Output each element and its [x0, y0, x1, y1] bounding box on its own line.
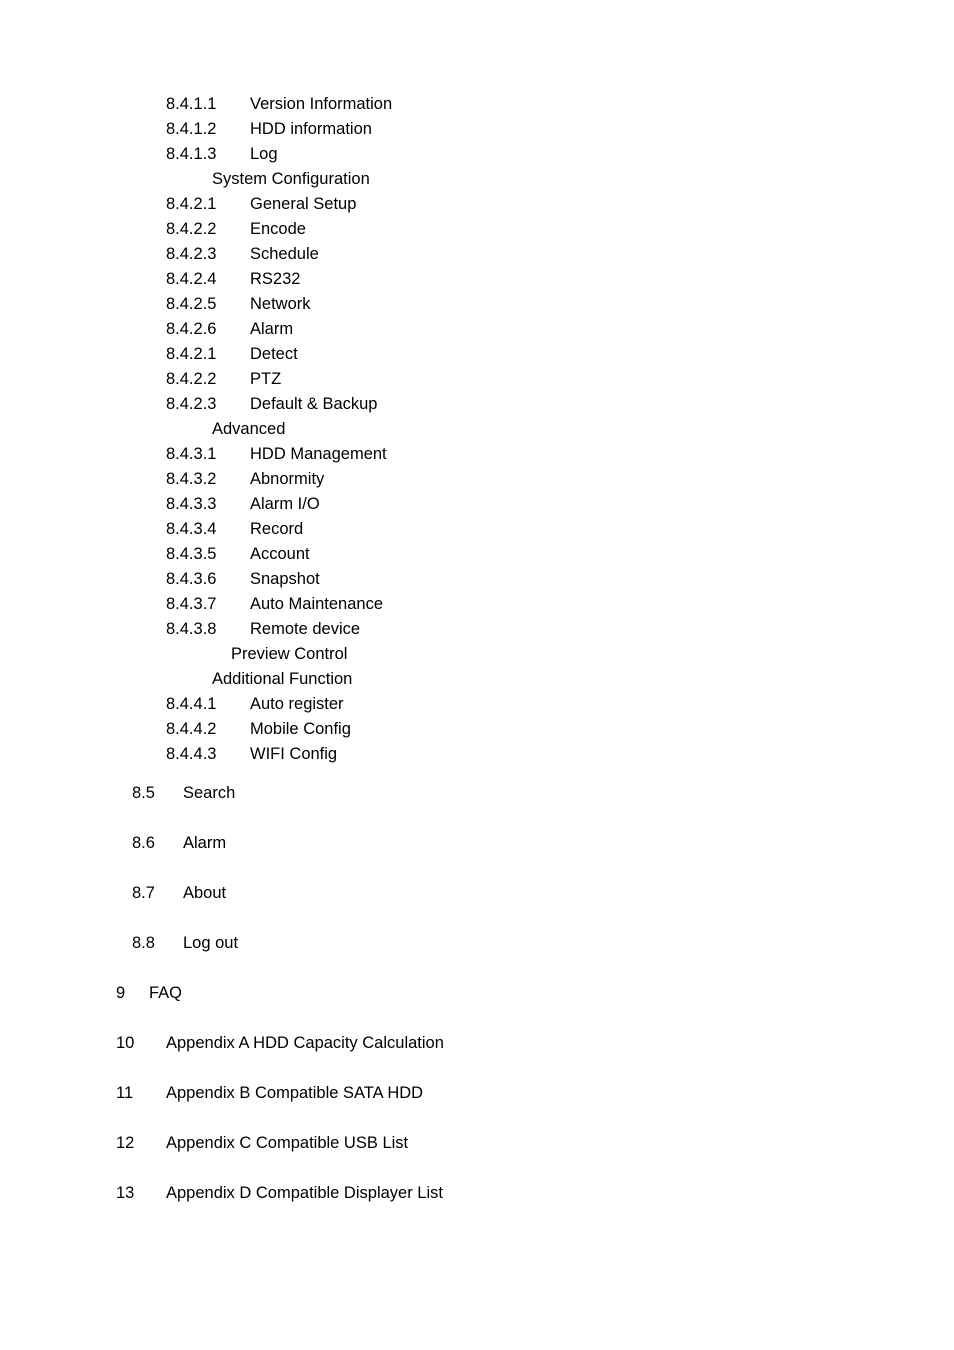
toc-entry-number: 8.4.1.1 [166, 95, 217, 113]
toc-entry-title: About [183, 884, 227, 902]
toc-entry-number: 8.4.3.5 [166, 545, 217, 563]
toc-entry-title: Encode [250, 220, 306, 238]
toc-entry-title: Alarm [250, 320, 294, 338]
toc-entry-title: Mobile Config [250, 720, 351, 738]
toc-entry-title: Preview Control [231, 645, 348, 663]
toc-entry-number: 8.4.3.6 [166, 570, 217, 588]
toc-entry-number: 8.4.4.2 [166, 720, 217, 738]
toc-entry-title: Auto register [250, 695, 344, 713]
toc-entry-title: Auto Maintenance [250, 595, 384, 613]
toc-entry-title: Account [250, 545, 310, 563]
toc-entry-title: Advanced [212, 420, 286, 438]
toc-entry-number: 8.4.2.1 [166, 345, 217, 363]
toc-entry-number: 8.4.2.5 [166, 295, 217, 313]
toc-entry-number: 11 [116, 1084, 134, 1102]
toc-entry-number: 8.4.3.2 [166, 470, 217, 488]
toc-entry-title: Snapshot [250, 570, 320, 588]
toc-entry-title: Network [250, 295, 311, 313]
toc-entry-title: Alarm [183, 834, 227, 852]
toc-entry-title: HDD information [250, 120, 372, 138]
toc-entry-title: Search [183, 784, 236, 802]
toc-entry-title: Appendix C Compatible USB List [166, 1134, 409, 1152]
toc-entry-title: PTZ [250, 370, 282, 388]
toc-entry-number: 13 [116, 1184, 135, 1202]
toc-entry-title: Log [250, 145, 278, 163]
toc-entry-number: 8.4.3.1 [166, 445, 217, 463]
toc-entry-number: 8.4.4.3 [166, 745, 217, 763]
toc-entry-title: WIFI Config [250, 745, 338, 763]
toc-entry-number: 8.4.2.1 [166, 195, 217, 213]
toc-entry-number: 8.7 [132, 884, 155, 902]
toc-entry-title: Additional Function [212, 670, 353, 688]
toc-entry-number: 8.4.2.2 [166, 370, 217, 388]
toc-entry-number: 8.4.2.2 [166, 220, 217, 238]
toc-entry-title: Appendix D Compatible Displayer List [166, 1184, 443, 1202]
toc-entry-number: 8.5 [132, 784, 155, 802]
toc-entry-number: 8.4.1.3 [166, 145, 217, 163]
toc-entry-title: Detect [250, 345, 298, 363]
toc-entry-number: 8.6 [132, 834, 155, 852]
toc-entry-number: 8.4.2.6 [166, 320, 217, 338]
toc-entry-title: FAQ [149, 984, 183, 1002]
toc-entry-number: 8.4.3.3 [166, 495, 217, 513]
toc-entry-title: Schedule [250, 245, 319, 263]
toc-entry-number: 8.4.3.8 [166, 620, 217, 638]
toc-entry-number: 8.4.2.3 [166, 395, 217, 413]
toc-entry-number: 8.4.4.1 [166, 695, 217, 713]
toc-entry-number: 8.4.1.2 [166, 120, 217, 138]
toc-entry-title: System Configuration [212, 170, 370, 188]
toc-entry-number: 8.4.3.7 [166, 595, 217, 613]
toc-entry-number: 8.4.2.4 [166, 270, 217, 288]
toc-entry-title: Abnormity [250, 470, 325, 488]
toc-entry-title: Log out [183, 934, 239, 952]
toc-entry-number: 8.4.2.3 [166, 245, 217, 263]
toc-entry-title: Remote device [250, 620, 361, 638]
toc-entry-number: 8.8 [132, 934, 155, 952]
toc-entry-title: Appendix A HDD Capacity Calculation [166, 1034, 444, 1052]
toc-entry-title: HDD Management [250, 445, 387, 463]
toc-entry-title: Record [250, 520, 304, 538]
toc-entry-title: Version Information [250, 95, 393, 113]
toc-entry-number: 12 [116, 1134, 135, 1152]
toc-entry-title: Alarm I/O [250, 495, 320, 513]
toc-entry-number: 9 [116, 984, 126, 1002]
toc-entry-title: General Setup [250, 195, 357, 213]
toc-entry-number: 8.4.3.4 [166, 520, 217, 538]
toc-entry-title: RS232 [250, 270, 301, 288]
toc-entry-title: Appendix B Compatible SATA HDD [166, 1084, 424, 1102]
toc-entry-number: 10 [116, 1034, 135, 1052]
toc-entry-title: Default & Backup [250, 395, 378, 413]
